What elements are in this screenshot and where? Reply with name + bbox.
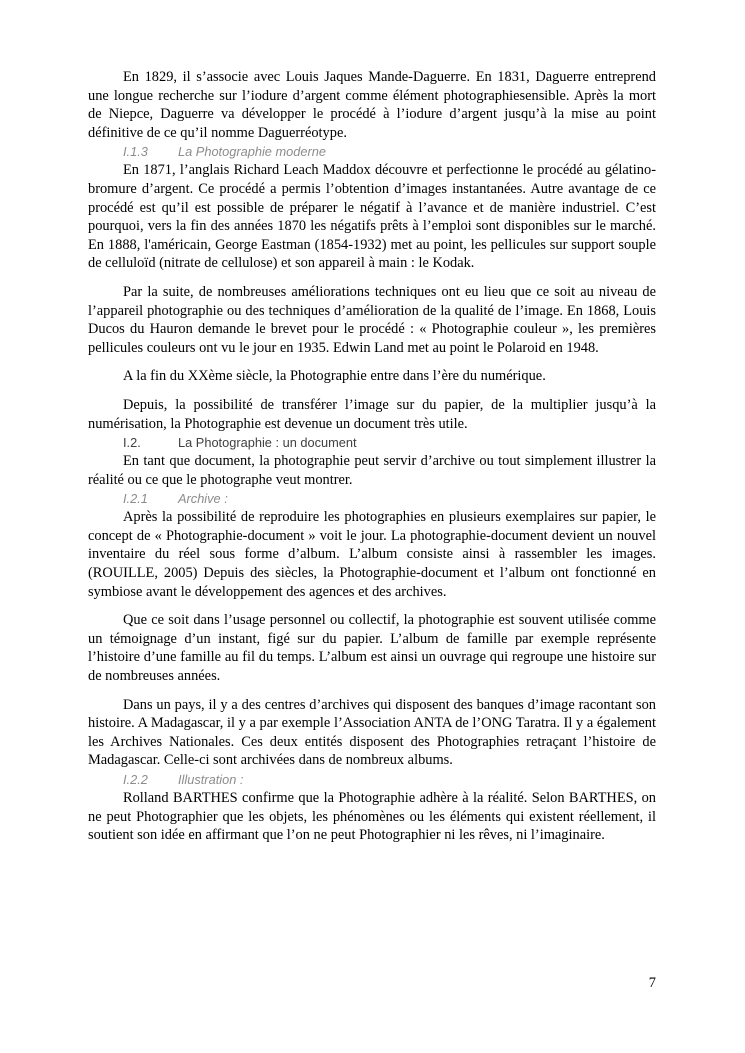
paragraph-ameliorations: Par la suite, de nombreuses améliorations techniques ont eu lieu que ce soit au niveau de l’appareil photographie ou des techniques d’amélioration de la qualité de l’image. En 1868, Louis Ducos du Hauron demande le brevet pour le procédé : « Photographie couleur », les premières pellicules couleurs ont vu le jour en 1935. Edwin Land met au point le Polaroid en 1948. [88,283,656,356]
section-number: I.2.1 [123,491,148,507]
section-number: I.1.3 [123,144,148,160]
paragraph-document: En tant que document, la photographie peut servir d’archive ou tout simplement illustrer la réalité ou ce que le photographe veut montrer. [88,453,656,488]
section-heading-1-2-1 [123,491,656,507]
paragraph-album-famille: Que ce soit dans l’usage personnel ou collectif, la photographie est souvent utilisée comme un témoignage d’un instant, figé sur du papier. L’album de famille par exemple représente l’histoire d’une famille au fil du temps. L’album est ainsi un ouvrage qui regroupe une histoire sur de nombreuses années. [88,612,656,685]
paragraph-maddox: En 1871, l’anglais Richard Leach Maddox découvre et perfectionne le procédé au gélatino-bromure d’argent. Ce procédé a permis l’obtention d’images instantanées. Autre avantage de ce procédé est qu’il est possible de préparer le négatif à l’avance et de manière industriel. C’est pourquoi, vers la fin des années 1870 les négatifs prêts à l’emploi sont disponibles sur le marché. En 1888, l'américain, George Eastman (1854-1932) met au point, les pellicules sur support souple de celluloïd (nitrate de cellulose) et son appareil à main : le Kodak. [88,162,656,272]
page-number: 7 [648,975,656,991]
section-heading-1-2 [123,435,656,451]
section-title: Illustration : [178,772,244,787]
section-title: Archive : [178,491,228,507]
section-heading-1-2-2 [123,772,656,788]
paragraph-madagascar: Dans un pays, il y a des centres d’archives qui disposent des banques d’image racontant son histoire. A Madagascar, il y a par exemple l’Association ANTA de l’ONG Taratra. Il y a également les Archives Nationales. Ces deux entités disposent des Photographies retraçant l’histoire de Madagascar. Celle-ci sont archivées dans de nombreux albums. [88,696,656,769]
section-title: La Photographie : un document [178,435,357,451]
section-heading-1-1-3 [123,144,656,160]
document-page [88,68,656,845]
paragraph-numerique: A la fin du XXème siècle, la Photographie entre dans l’ère du numérique. [123,368,546,385]
paragraph-daguerre: En 1829, il s’associe avec Louis Jaques Mande-Daguerre. En 1831, Daguerre entreprend une longue recherche sur l’iodure d’argent comme élément photographiesensible. Après la mort de Niepce, Daguerre va développer le procédé à l’iodure d’argent jusqu’à la mise au point définitive de ce qu’il nomme Daguerréotype. [88,69,656,141]
section-number: I.2.2 [123,772,148,787]
section-title: La Photographie moderne [178,144,326,160]
paragraph-archive: Après la possibilité de reproduire les photographies en plusieurs exemplaires sur papier, le concept de « Photographie-document » voit le jour. La photographie-document devient un nouvel inventaire du réel sous forme d’album. L’album consiste ainsi à rassembler les images. (ROUILLE, 2005) Depuis des siècles, la Photographie-document et l’album ont fonctionné en symbiose avant le développement des agences et des archives. [88,509,656,600]
paragraph-depuis: Depuis, la possibilité de transférer l’image sur du papier, de la multiplier jusqu’à la numérisation, la Photographie est devenue un document très utile. [88,396,656,432]
paragraph-barthes: Rolland BARTHES confirme que la Photographie adhère à la réalité. Selon BARTHES, on ne peut Photographier que les objets, les phénomènes ou les éléments qui existent réellement, il soutient son idée en affirmant que l’on ne peut Photographier ni les rêves, ni l’imaginaire. [88,790,656,844]
section-number: I.2. [123,435,141,451]
